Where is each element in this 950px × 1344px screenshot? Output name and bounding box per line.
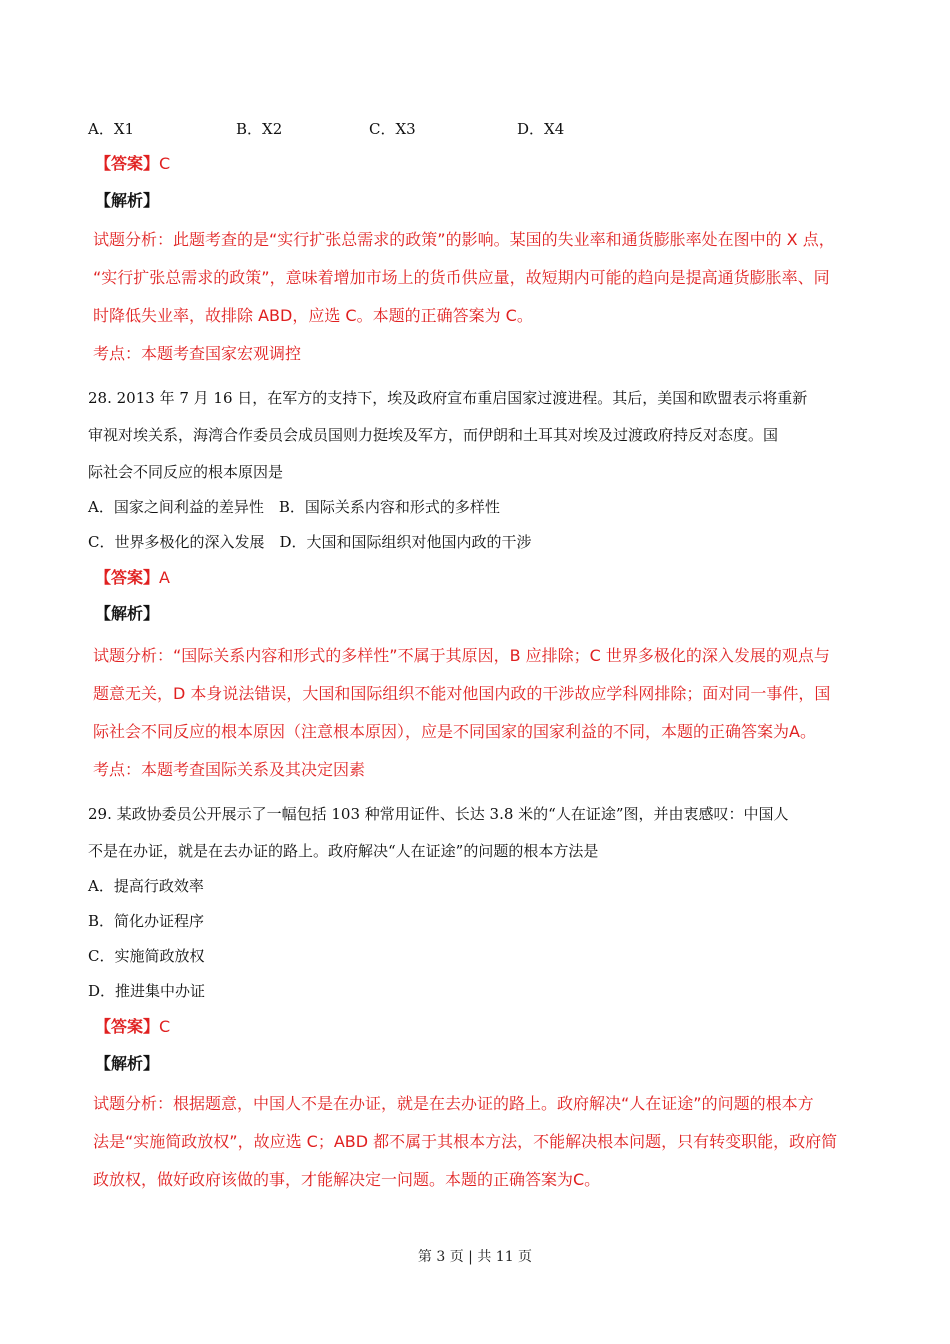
q27-analysis-label: 【解析】 — [95, 191, 160, 210]
q29-option-d: D．推进集中办证 — [88, 982, 206, 1000]
q28-stem-line: 际社会不同反应的根本原因是 — [88, 463, 284, 481]
q27-kaodian: 考点：本题考查国家宏观调控 — [93, 344, 302, 363]
q29-stem-line: 29. 某政协委员公开展示了一幅包括 103 种常用证件、长达 3.8 米的“人在证途”图，并由衷感叹：中国人 — [88, 805, 789, 823]
q29-analysis-label: 【解析】 — [95, 1054, 160, 1073]
q27-analysis — [93, 228, 883, 342]
q27-option-c: C．X3 — [369, 120, 416, 138]
q29-analysis — [93, 1092, 883, 1206]
q28-analysis — [93, 644, 883, 758]
analysis-line: 时降低失业率，故排除 ABD，应选 C。本题的正确答案为 C。 — [93, 306, 533, 325]
analysis-line: 法是“实施简政放权”，故应选 C；ABD 都不属于其根本方法，不能解决根本问题，只有转变职能，政府简 — [93, 1132, 838, 1151]
q28-kaodian: 考点：本题考查国际关系及其决定因素 — [93, 760, 366, 779]
q28-options-row2: C．世界多极化的深入发展 D．大国和国际组织对他国内政的干涉 — [88, 533, 532, 551]
q29-stem-line: 不是在办证，就是在去办证的路上。政府解决“人在证途”的问题的根本方法是 — [88, 842, 599, 860]
q28-analysis-label: 【解析】 — [95, 604, 160, 623]
analysis-line: “实行扩张总需求的政策”，意味着增加市场上的货币供应量，故短期内可能的趋向是提高通货膨胀率、同 — [93, 268, 830, 287]
q28-options-row1: A．国家之间利益的差异性 B．国际关系内容和形式的多样性 — [88, 498, 500, 516]
analysis-line: 政放权，做好政府该做的事，才能解决定一问题。本题的正确答案为C。 — [93, 1170, 601, 1189]
q28-stem-line: 28. 2013 年 7 月 16 日，在军方的支持下，埃及政府宣布重启国家过渡进程。其后，美国和欧盟表示将重新 — [88, 389, 808, 407]
q29-option-b: B．简化办证程序 — [88, 912, 205, 930]
q27-option-a: A．X1 — [88, 120, 135, 138]
answer-label: 【答案】 — [95, 154, 160, 173]
answer-value: C — [159, 1017, 171, 1036]
analysis-line: 际社会不同反应的根本原因（注意根本原因），应是不同国家的国家利益的不同，本题的正确答案为A。 — [93, 722, 816, 741]
analysis-line: 试题分析：此题考查的是“实行扩张总需求的政策”的影响。某国的失业率和通货膨胀率处在图中的 X 点， — [93, 230, 835, 249]
answer-value: C — [159, 154, 171, 173]
analysis-line: 试题分析：“国际关系内容和形式的多样性”不属于其原因，B 应排除；C 世界多极化的深入发展的观点与 — [93, 646, 830, 665]
page-footer: 第 3 页 | 共 11 页 — [417, 1249, 533, 1265]
q27-option-d: D．X4 — [517, 120, 565, 138]
q29-option-a: A．提高行政效率 — [88, 877, 204, 895]
analysis-line: 题意无关，D 本身说法错误，大国和国际组织不能对他国内政的干涉故应学科网排除；面对同一事件，国 — [93, 684, 831, 703]
q27-option-b: B．X2 — [236, 120, 283, 138]
answer-value: A — [159, 568, 170, 587]
q28-stem-line: 审视对埃关系，海湾合作委员会成员国则力挺埃及军方，而伊朗和土耳其对埃及过渡政府持反对态度。国 — [88, 426, 779, 444]
q29-option-c: C．实施简政放权 — [88, 947, 205, 965]
answer-label: 【答案】 — [95, 568, 160, 587]
analysis-line: 试题分析：根据题意，中国人不是在办证，就是在去办证的路上。政府解决“人在证途”的问题的根本方 — [93, 1094, 814, 1113]
q29-answer — [95, 1017, 170, 1037]
q28-answer — [95, 568, 170, 588]
answer-label: 【答案】 — [95, 1017, 160, 1036]
q27-answer — [95, 154, 170, 174]
